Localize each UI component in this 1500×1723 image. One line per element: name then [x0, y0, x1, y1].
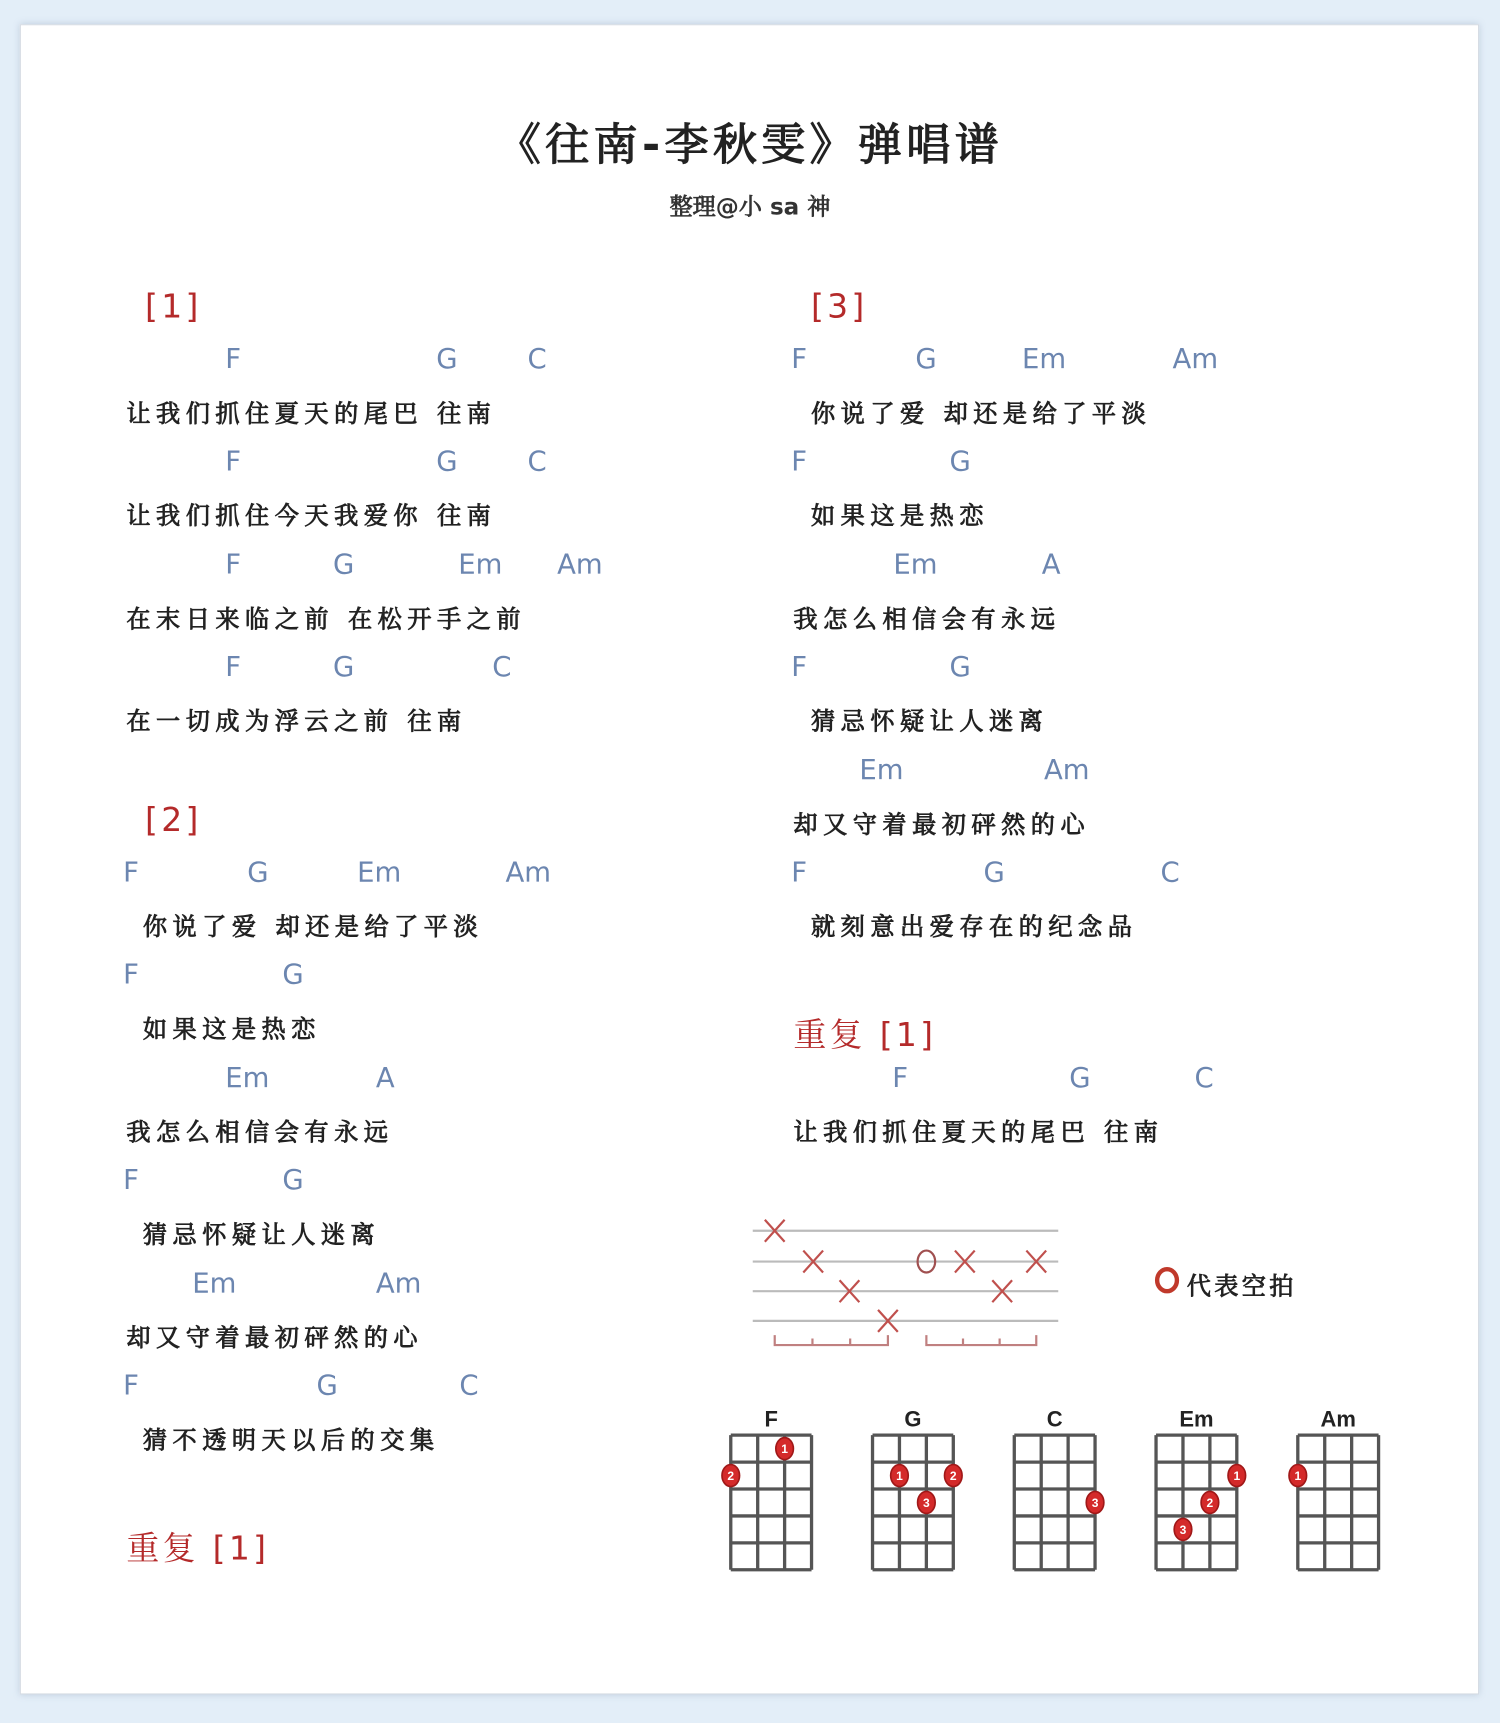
chord-symbol: G: [949, 445, 971, 477]
chord-symbol: Am: [1172, 342, 1219, 375]
chord-symbol: F: [225, 548, 242, 581]
lyric-line: 你说了爱 却还是给了平淡: [810, 401, 1152, 429]
chord-symbol: Am: [557, 548, 603, 581]
finger-number: 3: [1091, 1495, 1099, 1510]
lyric-line: 让我们抓住夏天的尾巴 往南: [793, 1119, 1164, 1148]
lyric-line: 猜忌怀疑让人迷离: [142, 1221, 381, 1250]
chord-symbol: G: [282, 958, 304, 991]
chord-symbol: F: [225, 342, 242, 375]
lyric-line: 你说了爱 却还是给了平淡: [142, 914, 484, 942]
lyric-line: 让我们抓住夏天的尾巴 往南: [126, 401, 497, 429]
lyric-line: 猜不透明天以后的交集: [142, 1427, 440, 1455]
chord-symbol: G: [332, 650, 355, 683]
chord-symbol: Am: [505, 856, 552, 888]
chord-symbol: Em: [192, 1267, 237, 1299]
chord-symbol: G: [316, 1369, 338, 1402]
lyric-line: 却又守着最初砰然的心: [793, 812, 1091, 840]
finger-number: 1: [896, 1468, 903, 1483]
chord-symbol: F: [791, 342, 808, 375]
lyric-line: 我怎么相信会有永远: [793, 606, 1061, 635]
chord-symbol: G: [1069, 1061, 1091, 1094]
finger-number: 3: [1179, 1522, 1187, 1537]
chord-symbol: G: [332, 548, 355, 581]
chord-symbol: Em: [1021, 342, 1067, 375]
chord-symbol: F: [123, 856, 139, 888]
chord-symbol: F: [225, 650, 242, 683]
finger-number: 2: [727, 1468, 735, 1483]
chord-diagram-name: C: [1046, 1406, 1063, 1432]
chord-symbol: F: [123, 958, 139, 991]
chord-symbol: Em: [458, 548, 503, 581]
chord-symbol: F: [791, 445, 808, 477]
chord-symbol: A: [375, 1061, 395, 1094]
chord-symbol: Em: [357, 856, 402, 888]
finger-number: 3: [923, 1495, 930, 1510]
lyric-line: 如果这是热恋: [810, 503, 990, 531]
finger-number: 1: [781, 1442, 788, 1457]
lyric-line: 在末日来临之前 在松开手之前: [126, 606, 527, 635]
lyric-line: 就刻意出爱存在的纪念品: [810, 914, 1138, 942]
finger-number: 1: [1233, 1468, 1241, 1483]
chord-symbol: A: [1041, 548, 1061, 581]
chord-symbol: Am: [1043, 753, 1090, 786]
chord-symbol: G: [247, 856, 269, 888]
chord-diagram-name: Am: [1320, 1406, 1356, 1432]
chord-symbol: G: [915, 342, 937, 375]
page-title: 《往南-李秋雯》弹唱谱: [496, 119, 1004, 171]
finger-number: 1: [1294, 1468, 1302, 1483]
chord-symbol: F: [791, 856, 808, 888]
chord-symbol: F: [791, 650, 808, 683]
finger-number: 2: [1206, 1495, 1214, 1510]
strum-legend: 代表空拍: [1186, 1273, 1297, 1302]
lyric-line: 却又守着最初砰然的心: [126, 1325, 424, 1353]
lyric-line: 让我们抓住今天我爱你 往南: [126, 503, 497, 531]
chord-symbol: G: [983, 856, 1005, 888]
chord-diagram-name: Em: [1179, 1406, 1214, 1432]
chord-symbol: Em: [225, 1061, 270, 1094]
subtitle: 整理@小 sa 神: [669, 193, 831, 220]
section-label: 重复 [1]: [126, 1529, 270, 1569]
chord-symbol: F: [225, 445, 242, 477]
lyric-line: 如果这是热恋: [142, 1016, 321, 1044]
chord-diagram-name: G: [904, 1406, 922, 1432]
section-label: [2]: [145, 801, 202, 840]
chord-symbol: C: [527, 445, 547, 477]
chord-symbol: F: [892, 1061, 909, 1094]
chord-symbol: F: [123, 1369, 139, 1402]
lyric-line: 我怎么相信会有永远: [126, 1119, 394, 1148]
chord-symbol: G: [282, 1163, 304, 1196]
finger-number: 2: [949, 1468, 957, 1483]
chord-symbol: G: [436, 342, 458, 375]
chord-symbol: G: [436, 445, 458, 477]
section-label: [3]: [810, 287, 868, 327]
chord-symbol: C: [459, 1369, 479, 1402]
chord-symbol: C: [492, 650, 512, 683]
chord-symbol: C: [1160, 856, 1180, 888]
section-label: [1]: [145, 287, 202, 327]
chord-symbol: G: [949, 650, 971, 683]
chord-diagram-name: F: [764, 1406, 778, 1432]
chord-symbol: Em: [893, 548, 938, 581]
chord-symbol: F: [123, 1163, 139, 1196]
chord-symbol: C: [1194, 1061, 1214, 1094]
chord-symbol: Em: [859, 753, 904, 786]
lyric-line: 在一切成为浮云之前 往南: [126, 708, 467, 737]
chord-symbol: C: [527, 342, 547, 375]
section-label: 重复 [1]: [793, 1016, 937, 1055]
chord-symbol: Am: [375, 1267, 422, 1299]
lyric-line: 猜忌怀疑让人迷离: [810, 708, 1049, 737]
